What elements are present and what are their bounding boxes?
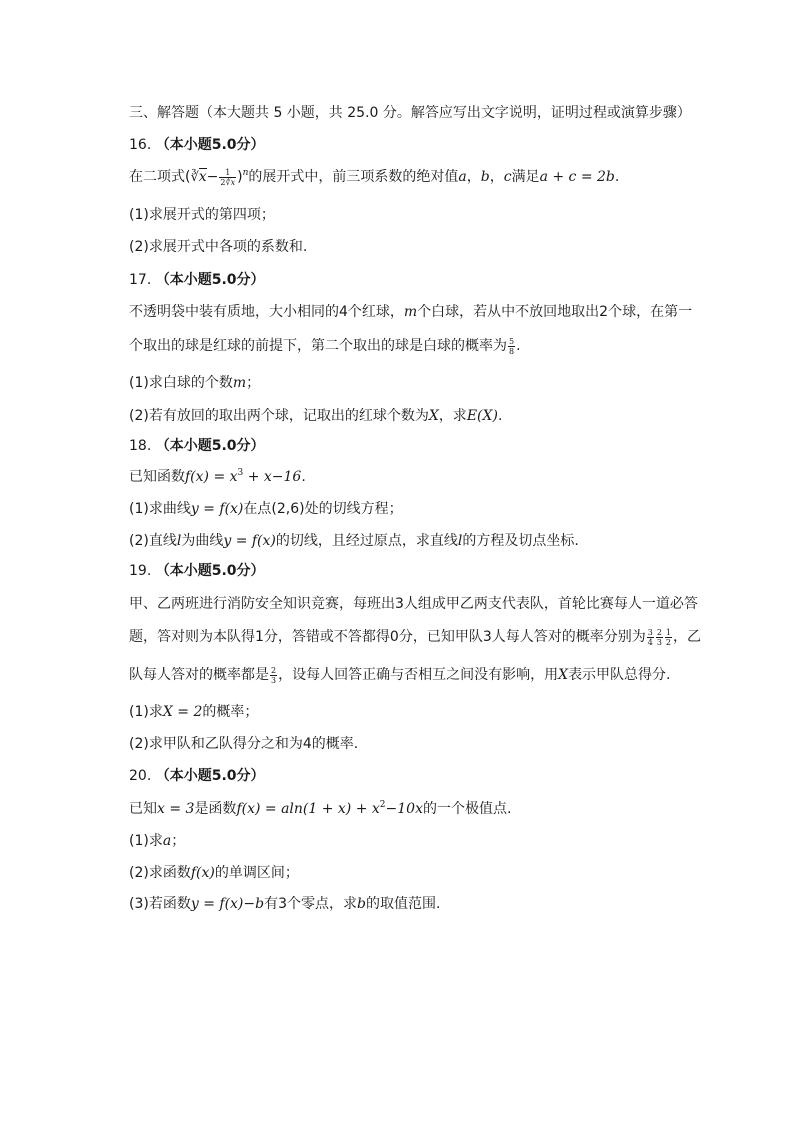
fraction: $\frac{3}{4}$ <box>647 627 653 647</box>
problem-17-line1: 不透明袋中装有质地，大小相同的4个红球，m个白球，若从中不放回地取出2个球，在第一 <box>129 304 693 320</box>
problem-number: 17. <box>129 272 152 288</box>
problem-score: （本小题5.0分） <box>155 563 265 579</box>
problem-19-line3: 队每人答对的概率都是 $\frac{2}{3}$ ，设每人回答正确与否相互之间没有影响，用X表示甲队总得分. <box>129 665 671 685</box>
problem-18-stem: 已知函数$f(x) = x^3 + x-16$. <box>129 468 306 485</box>
problem-19-line1: 甲、乙两班进行消防安全知识竞赛，每班出3人组成甲乙两支代表队，首轮比赛每人一道必答 <box>129 596 698 612</box>
problem-number: 20. <box>129 768 152 784</box>
problem-number: 18. <box>129 438 152 454</box>
problem-20-q3: (3)若函数y = f(x)−b有3个零点，求b的取值范围. <box>129 896 441 912</box>
problem-number: 16. <box>129 137 152 153</box>
section-header: 三、解答题（本大题共 5 小题，共 25.0 分。解答应写出文字说明，证明过程或演算步骤） <box>129 105 691 121</box>
problem-score: （本小题5.0分） <box>155 438 265 454</box>
problem-19-line2: 题，答对则为本队得1分，答错或不答都得0分，已知甲队3人每人答对的概率分别为 $\frac{3}{4}$ $\frac{2}{3}$ $\frac{1}{2}$ ，乙 <box>129 627 702 647</box>
fraction: $\frac{1}{2∛x}$ <box>220 167 236 187</box>
problem-20-q2: (2)求函数f(x)的单调区间； <box>129 865 299 881</box>
fraction: $\frac{1}{2}$ <box>665 627 672 647</box>
fraction: $\frac{5}{8}$ <box>509 336 515 356</box>
problem-17-line2: 个取出的球是红球的前提下，第二个取出的球是白球的概率为 $\frac{5}{8}$ . <box>129 336 521 356</box>
problem-score: （本小题5.0分） <box>155 137 265 153</box>
fraction: $\frac{2}{3}$ <box>271 665 277 685</box>
fraction: $\frac{2}{3}$ <box>656 627 662 647</box>
problem-16-q1: (1)求展开式的第四项； <box>129 207 275 223</box>
problem-20-q1: (1)求a； <box>129 833 186 849</box>
problem-score: （本小题5.0分） <box>155 272 265 288</box>
problem-19-q2: (2)求甲队和乙队得分之和为4的概率. <box>129 736 359 752</box>
problem-18-q1: (1)求曲线y = f(x)在点(2,6)处的切线方程； <box>129 501 403 517</box>
problem-19-heading <box>129 561 265 581</box>
problem-19-q1: (1)求X = 2的概率； <box>129 704 259 720</box>
problem-score: （本小题5.0分） <box>155 768 265 784</box>
problem-20-heading <box>129 766 265 786</box>
problem-18-heading <box>129 436 265 456</box>
problem-number: 19. <box>129 563 152 579</box>
problem-16-stem: 在二项式(∛x− $\frac{1}{2∛x}$ )$^n$的展开式中，前三项系数的绝对值a，b，c满足a + c = 2b. <box>129 167 620 187</box>
problem-17-q2: (2)若有放回的取出两个球，记取出的红球个数为X，求E(X). <box>129 408 503 424</box>
problem-20-stem: 已知x = 3是函数$f(x) = aln(1 + x) + x^2-10x$的一个极值点. <box>129 800 512 817</box>
problem-16-q2: (2)求展开式中各项的系数和. <box>129 239 308 255</box>
problem-18-q2: (2)直线l为曲线y = f(x)的切线，且经过原点，求直线l的方程及切点坐标. <box>129 533 579 549</box>
problem-16-heading <box>129 135 265 155</box>
problem-17-heading <box>129 270 265 290</box>
problem-17-q1: (1)求白球的个数m； <box>129 375 261 391</box>
